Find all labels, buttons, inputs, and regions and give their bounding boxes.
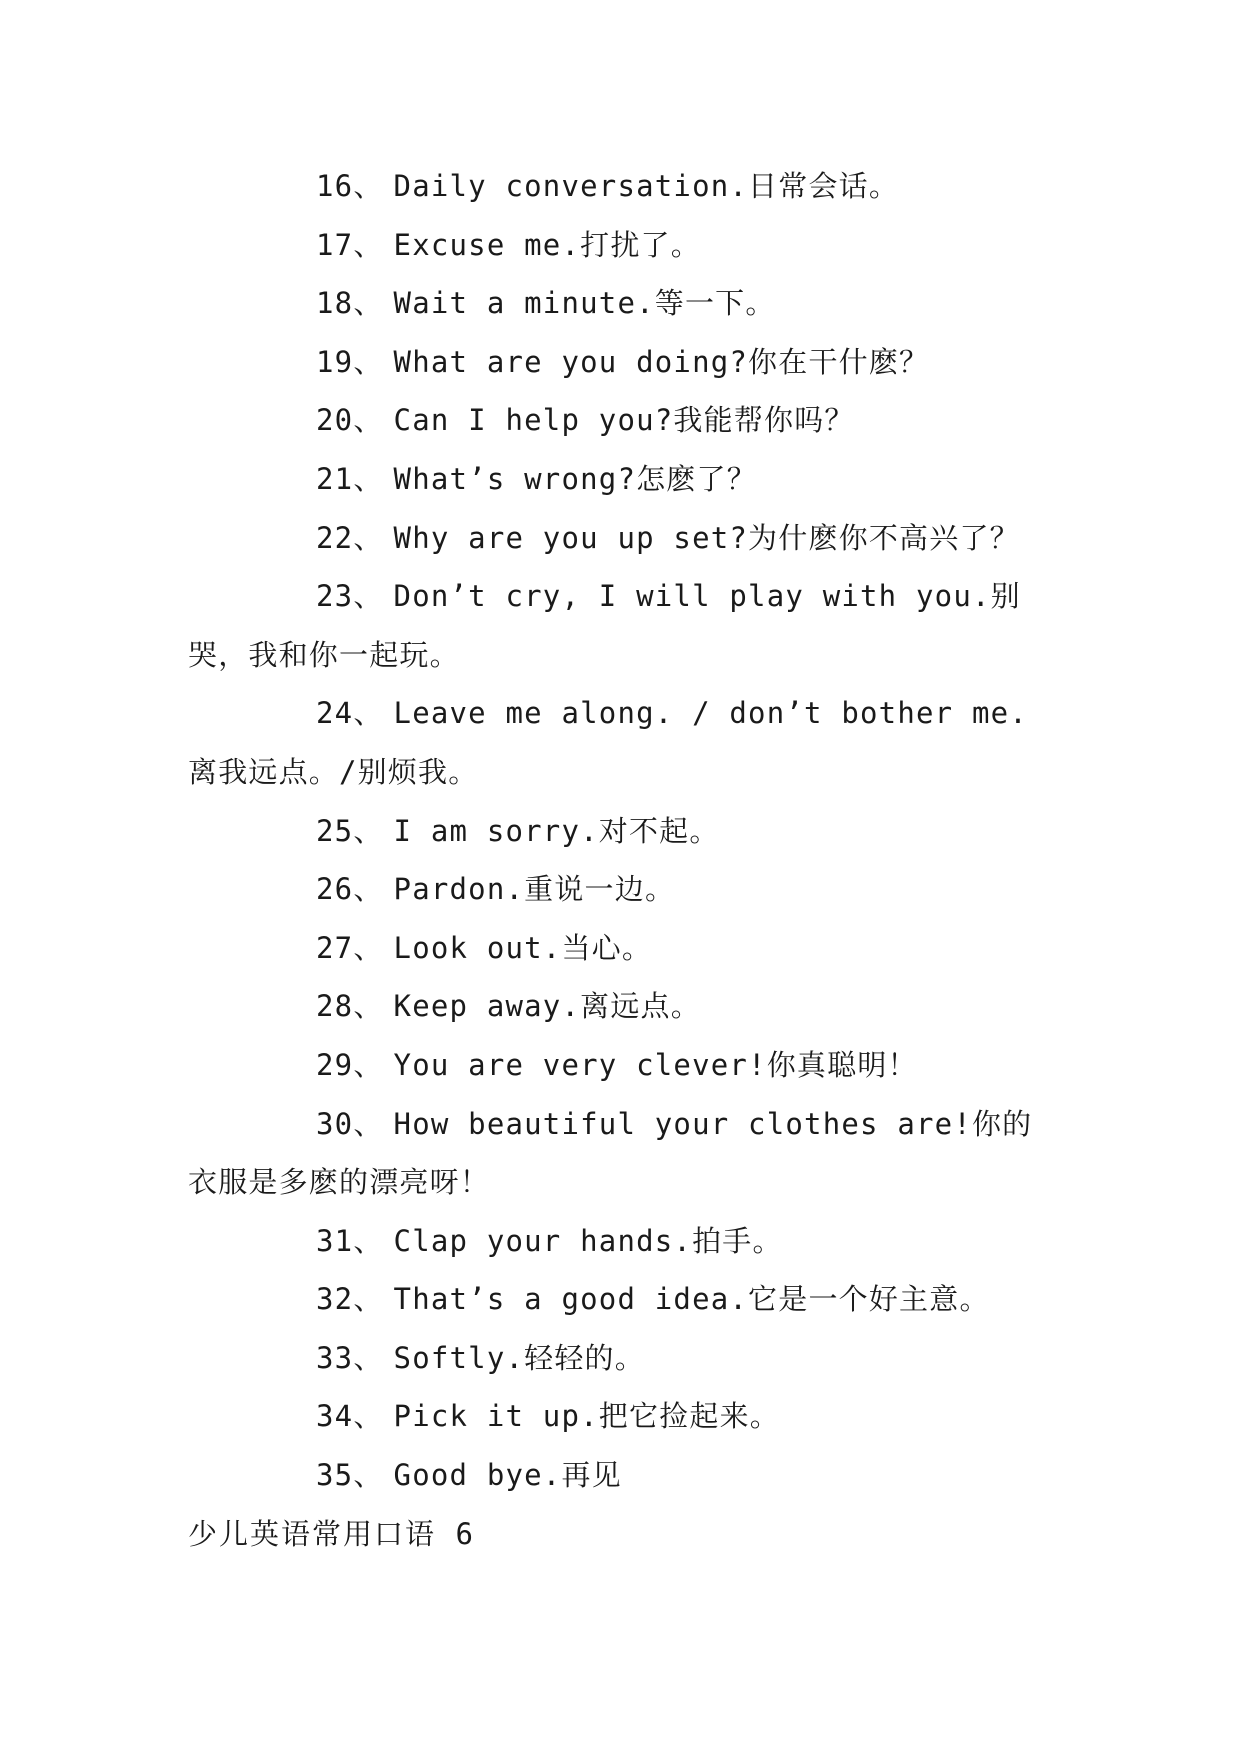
list-item	[188, 274, 1050, 333]
item-text: Pick it up.把它捡起来。	[393, 1399, 780, 1434]
list-item	[188, 216, 1050, 275]
item-number: 16、	[316, 169, 384, 203]
item-text: Wait a minute.等一下。	[393, 286, 776, 321]
list-item	[188, 1270, 1050, 1329]
item-number: 28、	[316, 989, 384, 1024]
item-number: 32、	[316, 1282, 384, 1317]
item-text: Daily conversation.日常会话。	[393, 169, 900, 203]
list-item	[188, 802, 1050, 861]
item-text: You are very clever!你真聪明！	[393, 1047, 918, 1082]
list-item	[188, 1329, 1050, 1388]
item-text: Excuse me.打扰了。	[393, 227, 701, 262]
item-number: 34、	[316, 1399, 384, 1434]
item-text: Softly.轻轻的。	[393, 1340, 645, 1375]
item-text: That’s a good idea.它是一个好主意。	[393, 1282, 990, 1317]
item-text: Look out.当心。	[393, 930, 653, 965]
item-number: 20、	[316, 403, 384, 438]
item-number: 24、	[316, 696, 384, 731]
list-item	[188, 567, 1050, 684]
section-title: 少儿英语常用口语 6	[188, 1516, 475, 1551]
list-item	[188, 919, 1050, 978]
list-item	[188, 1387, 1050, 1446]
item-text: Keep away.离远点。	[393, 989, 701, 1024]
list-item	[188, 1095, 1050, 1212]
list-item	[188, 157, 1050, 216]
item-text: I am sorry.对不起。	[393, 813, 720, 848]
item-number: 29、	[316, 1047, 384, 1082]
list-item	[188, 977, 1050, 1036]
list-item	[188, 450, 1050, 509]
item-number: 31、	[316, 1223, 384, 1258]
list-item	[188, 684, 1050, 801]
item-number: 33、	[316, 1340, 384, 1375]
item-number: 19、	[316, 344, 384, 379]
item-number: 17、	[316, 227, 384, 262]
item-text: Pardon.重说一边。	[393, 872, 676, 907]
list-item	[188, 1036, 1050, 1095]
list-item	[188, 509, 1050, 568]
list-item	[188, 860, 1050, 919]
item-text: Why are you up set?为什麽你不高兴了？	[393, 520, 1020, 555]
item-number: 27、	[316, 930, 384, 965]
document-body	[188, 157, 1050, 1563]
list-item	[188, 333, 1050, 392]
item-text: Don’t cry, I will play with you.别哭，我和你一起玩。	[188, 579, 1021, 672]
item-text: Good bye.再见	[393, 1458, 622, 1493]
item-number: 25、	[316, 813, 384, 848]
list-item	[188, 1212, 1050, 1271]
item-number: 18、	[316, 286, 384, 321]
list-item	[188, 1446, 1050, 1505]
item-text: Can I help you?我能帮你吗？	[393, 403, 855, 438]
item-number: 30、	[316, 1106, 384, 1141]
list-item	[188, 391, 1050, 450]
item-text: Leave me along. / don’t bother me.离我远点。/别烦我。	[188, 696, 1028, 789]
item-text: How beautiful your clothes are!你的衣服是多麽的漂亮呀！	[188, 1106, 1033, 1200]
item-number: 26、	[316, 872, 384, 907]
item-text: What’s wrong?怎麽了？	[393, 461, 757, 496]
item-number: 23、	[316, 579, 384, 614]
item-number: 35、	[316, 1458, 384, 1493]
item-number: 21、	[316, 461, 384, 496]
item-text: What are you doing?你在干什麽？	[393, 344, 930, 379]
item-text: Clap your hands.拍手。	[393, 1223, 783, 1258]
item-number: 22、	[316, 520, 384, 555]
